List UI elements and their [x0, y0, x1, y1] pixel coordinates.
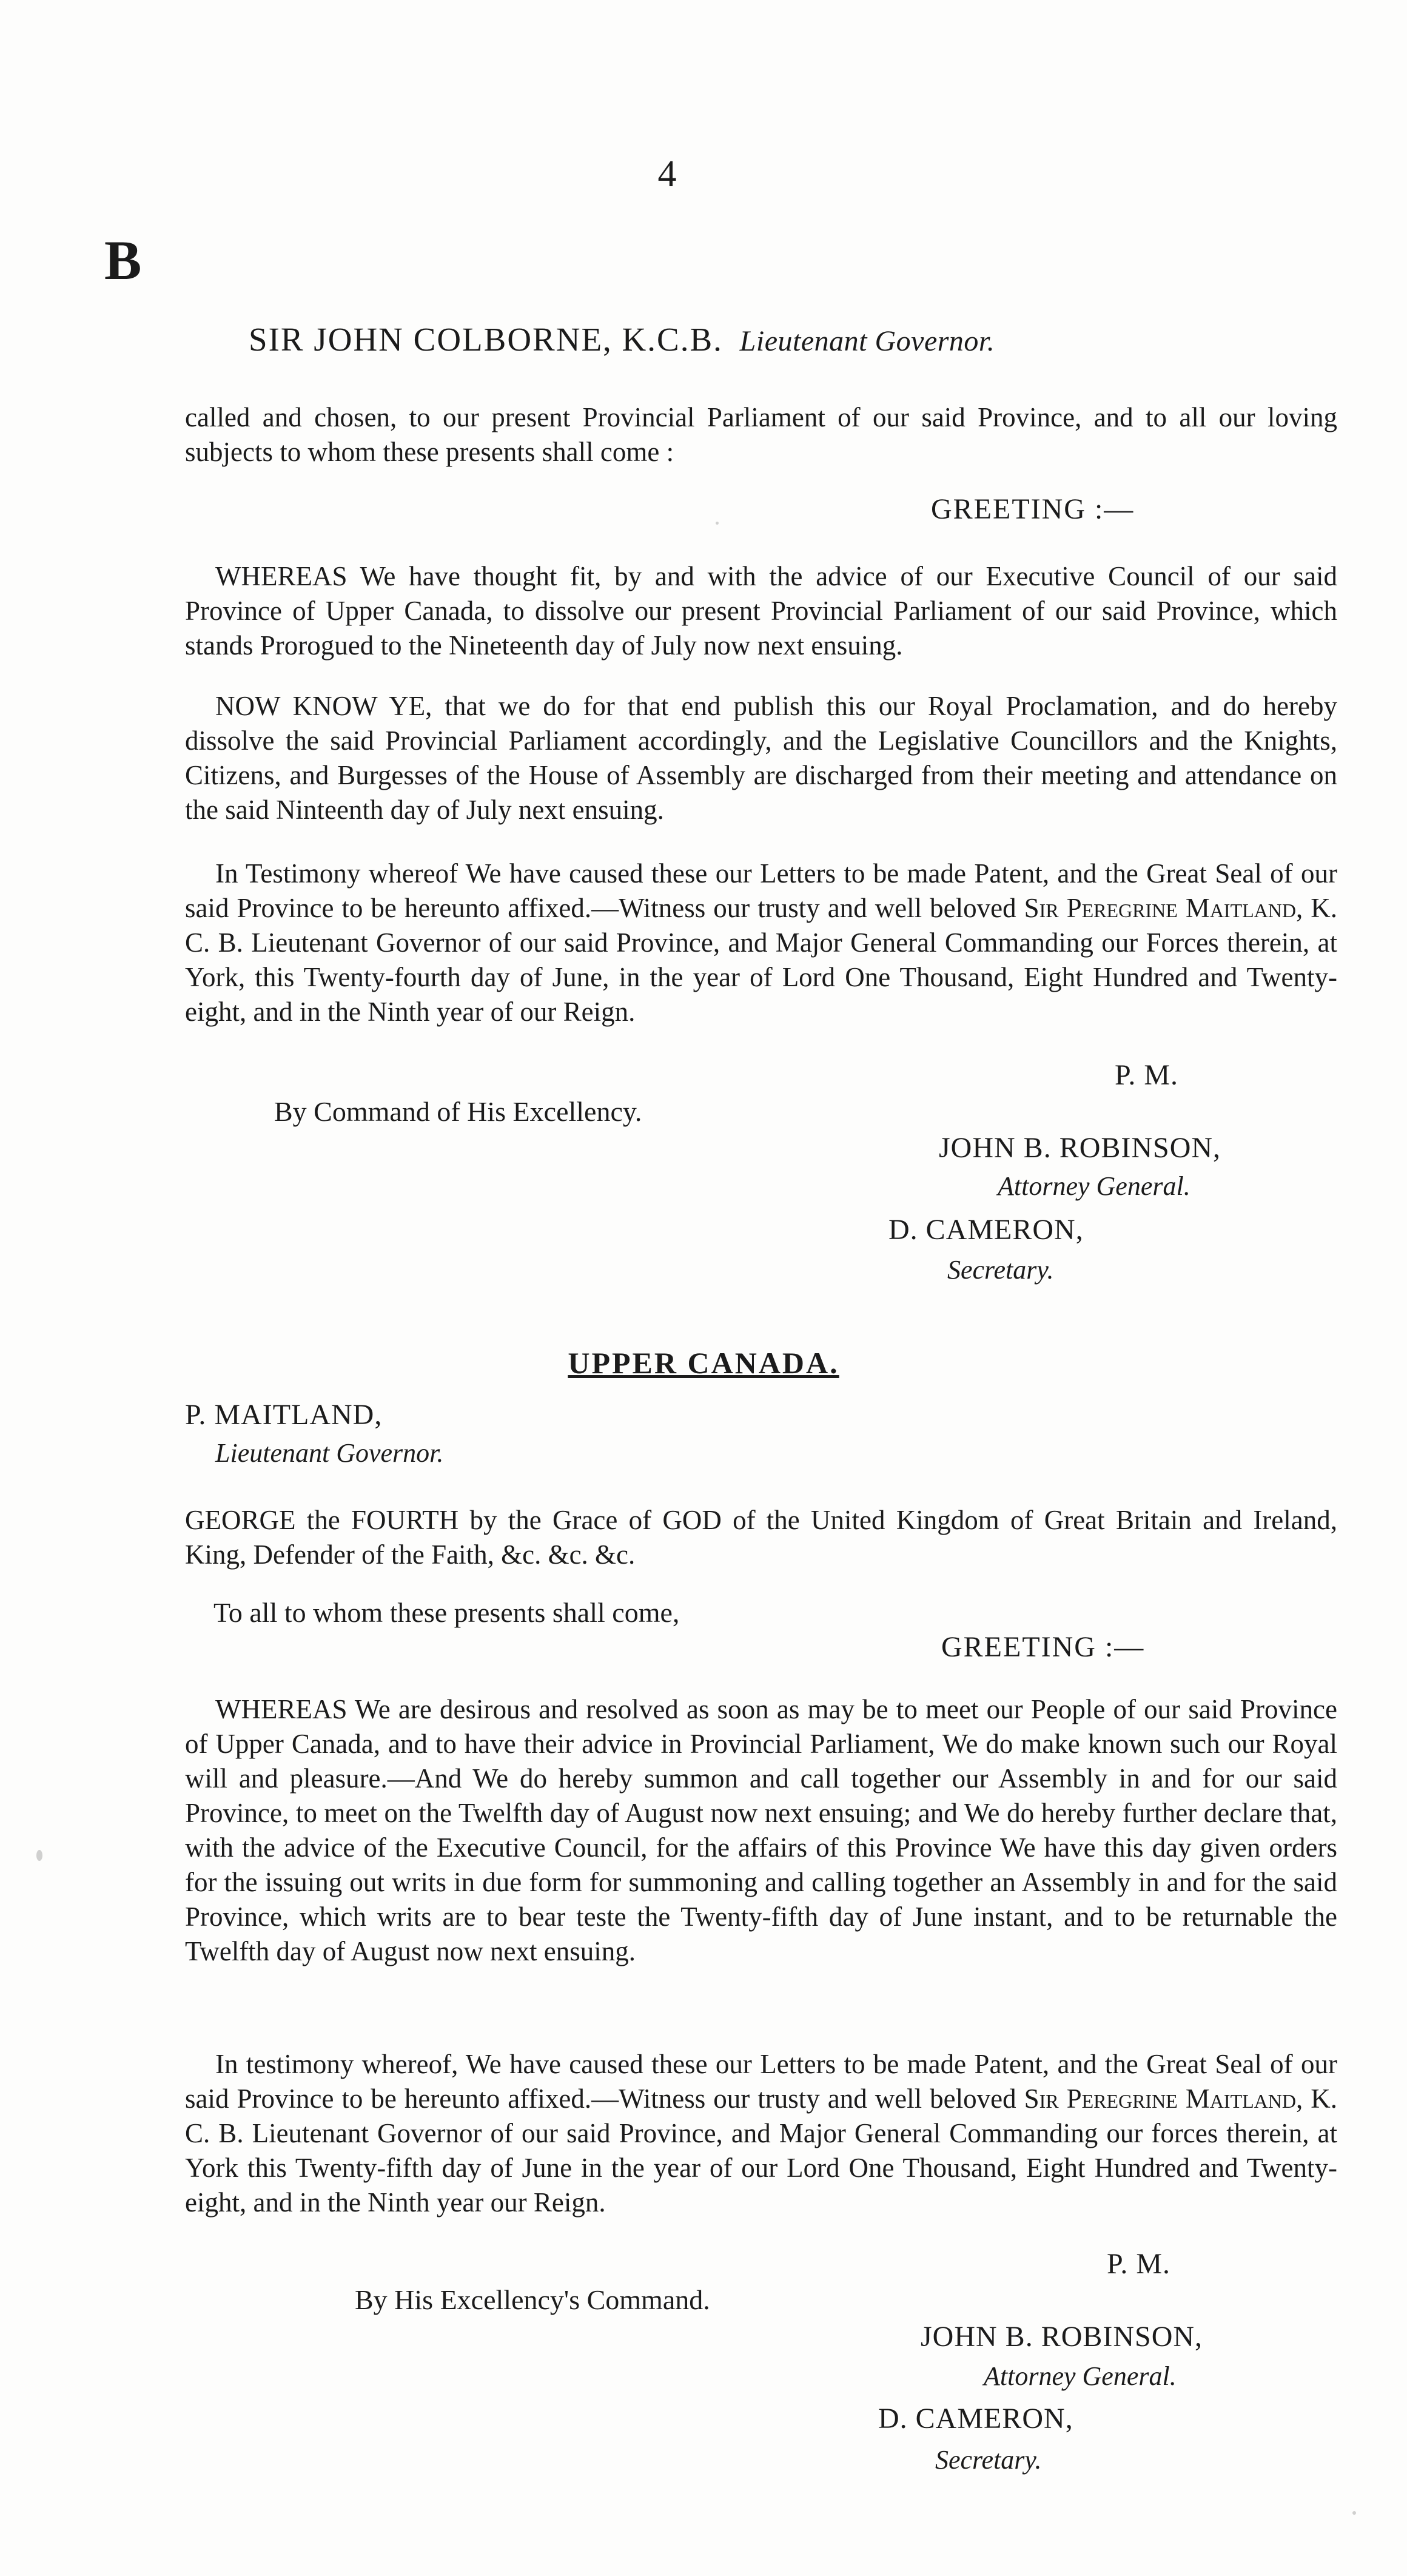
now-know-ye-paragraph: NOW KNOW YE, that we do for that end publish this our Royal Proclamation, and do hereby dissolve the said Provincial Parliament accordingly, and the Legislative Councillors and the Knights, Citizens, and Burgesses of the House of Assembly are discharged from their meeting and attendance on the said Ninteenth day of July next ensuing.: [185, 691, 1337, 825]
whereas-paragraph-2: WHEREAS We are desirous and resolved as soon as may be to meet our People of our said Province of Upper Canada, and to have their advice in Provincial Parliament, We do make known such our Royal will and pleasure.—And We do hereby summon and call together our Assembly in and for our said Province, to meet on the Twelfth day of August now next ensuing; and We do hereby further declare that, with the advice of the Executive Council, for the affairs of this Province We have this day given orders for the issuing out writs in due form for summoning and calling together an Assembly in and for the said Province, which writs are to bear teste the Twenty-fifth day of June instant, and to be returnable the Twelfth day of August now next ensuing.: [185, 1694, 1337, 1966]
signer-2-name-a: D. CAMERON,: [888, 1214, 1084, 1246]
opening-paragraph-1: called and chosen, to our present Provincial Parliament of our said Province, and to all our loving subjects to whom these presents shall come :: [185, 402, 1337, 467]
signer-1-title-b: Attorney General.: [984, 2361, 1177, 2391]
paper-speck: [716, 522, 719, 525]
signer-1-title-a: Attorney General.: [998, 1171, 1190, 1201]
sir-peregrine-2: Sir Peregrine Maitland,: [1024, 2083, 1303, 2114]
by-command-1: By Command of His Excellency.: [274, 1096, 642, 1127]
upper-canada-heading: UPPER CANADA.: [568, 1346, 839, 1380]
testimony-paragraph-2: [185, 2047, 1337, 2220]
signer-1-name-b: JOHN B. ROBINSON,: [921, 2321, 1203, 2353]
signer-2-title-b: Secretary.: [935, 2445, 1042, 2475]
by-command-2: By His Excellency's Command.: [355, 2284, 710, 2315]
testimony-paragraph-1: [185, 856, 1337, 1029]
governor-title-1: Lieutenant Governor.: [739, 325, 995, 357]
signer-1-name-a: JOHN B. ROBINSON,: [939, 1132, 1221, 1164]
governor-title-2: Lieutenant Governor.: [215, 1438, 444, 1468]
paper-speck: [1352, 2511, 1356, 2515]
signer-2-name-b: D. CAMERON,: [878, 2403, 1073, 2435]
greeting-2: GREETING :—: [941, 1631, 1145, 1663]
governor-name-2: P. MAITLAND,: [185, 1399, 383, 1431]
page-number: 4: [657, 153, 677, 195]
paper-speck: [36, 1850, 42, 1861]
signer-2-title-a: Secretary.: [947, 1255, 1054, 1285]
governor-name-1: SIR JOHN COLBORNE, K.C.B.: [249, 321, 723, 358]
testimony-1-part-b: K. C. B. Lieutenant Governor of our said Province, and Major General Commanding our Forces therein, at York, this Twenty-fourth day of June, in the year of Lord One Thousand, Eight Hundred and Twenty-eight, and in the Ninth year of our Reign.: [185, 893, 1337, 1027]
testimony-2-part-a: In testimony whereof, We have caused these our Letters to be made Patent, and the Great Seal of our said Province to be hereunto affixed.—Witness our trusty and well beloved: [185, 2049, 1337, 2114]
greeting-1: GREETING :—: [931, 493, 1135, 525]
testimony-1-part-a: In Testimony whereof We have caused these our Letters to be made Patent, and the Great Seal of our said Province to be hereunto affixed.—Witness our trusty and well beloved: [185, 858, 1337, 923]
signature-mark: B: [104, 229, 142, 291]
sir-peregrine-1: Sir Peregrine Maitland,: [1024, 893, 1303, 923]
governor-heading-1: [249, 320, 995, 358]
initials-1: P. M.: [1115, 1059, 1179, 1091]
initials-2: P. M.: [1107, 2248, 1171, 2280]
whereas-paragraph-1: WHEREAS We have thought fit, by and with the advice of our Executive Council of our said Province of Upper Canada, to dissolve our present Provincial Parliament of our said Province, which stands Prorogued to the Nineteenth day of July now next ensuing.: [185, 561, 1337, 661]
to-all-line: To all to whom these presents shall come,: [213, 1597, 680, 1628]
testimony-2-part-b: K. C. B. Lieutenant Governor of our said Province, and Major General Commanding our forces therein, at York this Twenty-fifth day of June in the year of our Lord One Thousand, Eight Hundred and Twenty-eight, and in the Ninth year our Reign.: [185, 2083, 1337, 2218]
king-paragraph: GEORGE the FOURTH by the Grace of GOD of the United Kingdom of Great Britain and Ireland, King, Defender of the Faith, &c. &c. &c.: [185, 1505, 1337, 1570]
